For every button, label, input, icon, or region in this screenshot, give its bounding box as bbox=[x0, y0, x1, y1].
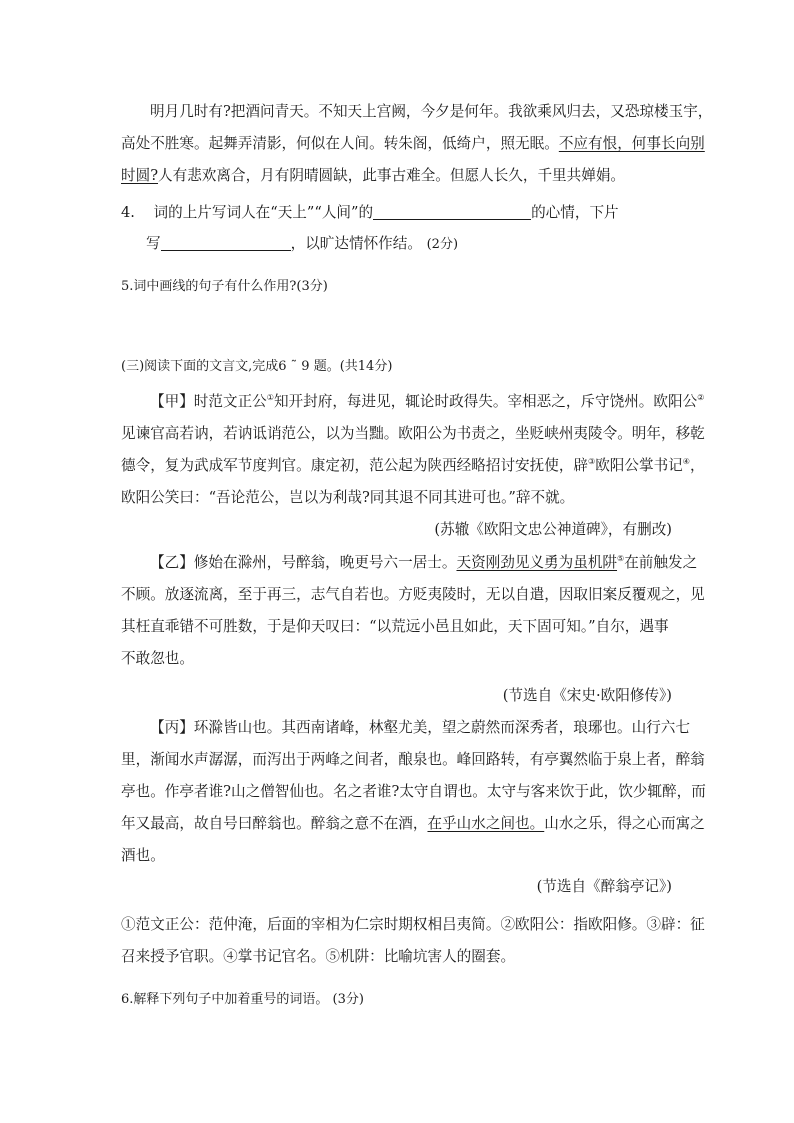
passage-bing-line-5: 酒也。 bbox=[121, 847, 165, 864]
passage-jia-line-3: 德令，复为武成军节度判官。康定初，范公起为陕西经略招讨安抚使，辟③欧阳公掌书记④， bbox=[121, 457, 705, 474]
section-3-heading: (三)阅读下面的文言文,完成6 ˜ 9 题。(共14分) bbox=[121, 359, 393, 374]
passage-bing-line-2: 里，渐闻水声潺潺，而泻出于两峰之间者，酿泉也。峰回路转，有亭翼然临于泉上者，醉翁 bbox=[121, 751, 705, 768]
passage-yi-source: (节选自《宋史·欧阳修传》) bbox=[502, 687, 672, 704]
passage-jia-source: (苏辙《欧阳文忠公神道碑》，有删改) bbox=[434, 521, 672, 538]
underlined-sentence: 不应有恨，何事长向别 bbox=[558, 135, 705, 152]
underlined-sentence-yi: 天资刚劲见义勇为虽机阱 bbox=[456, 554, 618, 571]
answer-blank-1[interactable] bbox=[373, 205, 531, 220]
passage-jia-line-1: 【甲】时范文正公①知开封府，每进见，辄论时政得失。宰相恶之，斥守饶州。欧阳公② bbox=[150, 393, 705, 410]
passage-bing-line-4: 年又最高，故自号曰醉翁也。醉翁之意不在酒，在乎山水之间也。山水之乐，得之心而寓之 bbox=[121, 815, 705, 832]
passage-yi-line-2: 不顾。放逐流离，至于再三，志气自若也。方贬夷陵时，无以自遣，因取旧案反覆观之，见 bbox=[121, 586, 705, 603]
passage-bing-line-3: 亭也。作亭者谁?山之僧智仙也。名之者谁?太守自谓也。太守与客来饮于此，饮少辄醉，而 bbox=[121, 783, 706, 800]
question-6: 6.解释下列句子中加着重号的词语。 (3分) bbox=[121, 992, 364, 1007]
passage-bing-line-1: 【丙】环滁皆山也。其西南诸峰，林壑尤美，望之蔚然而深秀者，琅琊也。山行六七 bbox=[150, 719, 690, 736]
question-4-line-2: 写 ，以旷达情怀作结。 (2分) bbox=[146, 235, 459, 252]
answer-blank-2[interactable] bbox=[161, 236, 291, 251]
footnotes-line-1: ①范文正公：范仲淹，后面的宰相为仁宗时期权相吕夷简。②欧阳公：指欧阳修。③辟：征 bbox=[121, 916, 705, 933]
underlined-sentence-bing: 在乎山水之间也。 bbox=[427, 815, 545, 832]
poem-line-3: 时圆?人有悲欢离合，月有阴晴圆缺，此事古难全。但愿人长久，千里共婵娟。 bbox=[121, 167, 626, 184]
poem-line-1: 明月几时有?把酒问青天。不知天上宫阙，今夕是何年。我欲乘风归去，又恐琼楼玉宇， bbox=[150, 103, 713, 120]
passage-bing-source: (节选自《醉翁亭记》) bbox=[536, 878, 672, 895]
poem-line-2: 高处不胜寒。起舞弄清影，何似在人间。转朱阁，低绮户，照无眠。不应有恨，何事长向别 bbox=[121, 135, 705, 152]
passage-jia-line-4: 欧阳公笑曰：“吾论范公，岂以为利哉?同其退不同其进可也。”辞不就。 bbox=[121, 489, 575, 506]
passage-yi-line-1: 【乙】修始在滁州，号醉翁，晚更号六一居士。天资刚劲见义勇为虽机阱⑤在前触发之 bbox=[150, 554, 698, 571]
passage-yi-line-3: 其枉直乖错不可胜数，于是仰天叹曰：“以荒远小邑且如此，天下固可知。”自尔，遇事 bbox=[121, 618, 669, 635]
question-4-line-1: 4. 词的上片写词人在“天上”“人间”的 的心情，下片 bbox=[121, 204, 619, 221]
question-5: 5.词中画线的句子有什么作用?(3分) bbox=[121, 279, 328, 294]
passage-yi-line-4: 不敢忽也。 bbox=[121, 650, 194, 667]
passage-jia-line-2: 见谏官高若讷，若讷诋诮范公，以为当黜。欧阳公为书责之，坐贬峡州夷陵令。明年，移乾 bbox=[121, 425, 705, 442]
footnotes-line-2: 召来授予官职。④掌书记官名。⑤机阱：比喻坑害人的圈套。 bbox=[121, 948, 516, 965]
underlined-sentence-end: 时圆? bbox=[121, 167, 159, 184]
